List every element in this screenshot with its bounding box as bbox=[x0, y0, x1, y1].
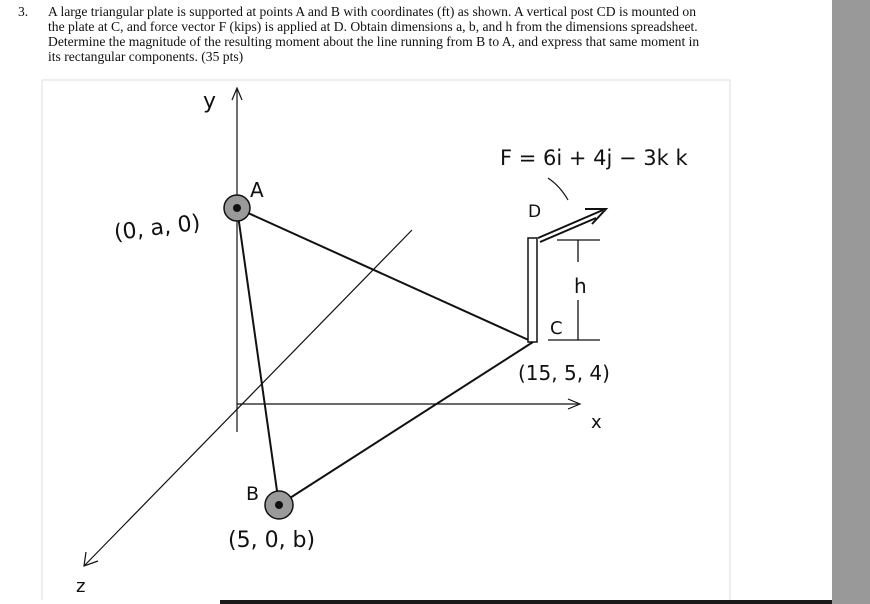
force-arrow bbox=[538, 209, 606, 242]
point-d-label: D bbox=[528, 202, 542, 222]
point-c-coords: (15, 5, 4) bbox=[518, 361, 610, 385]
force-pointer-squiggle bbox=[548, 178, 568, 200]
problem-line-4: its rectangular components. (35 pts) bbox=[48, 49, 244, 64]
z-axis-line bbox=[85, 230, 412, 565]
point-a-coords: (0, a, 0) bbox=[112, 210, 202, 246]
problem-line-1: A large triangular plate is supported at points A and B with coordinates (ft) as shown. A vertical post CD is mounted on bbox=[48, 4, 696, 19]
point-a-label: A bbox=[250, 178, 264, 202]
triangle-plate bbox=[237, 208, 533, 505]
z-axis-label: z bbox=[76, 576, 86, 597]
point-c-label: C bbox=[550, 318, 563, 339]
page-bottom-border bbox=[220, 600, 832, 604]
scrollbar-track[interactable] bbox=[832, 0, 870, 604]
h-dimension-label: h bbox=[574, 274, 587, 298]
support-pin-a bbox=[224, 195, 250, 221]
problem-text bbox=[48, 4, 763, 64]
y-axis-label: y bbox=[203, 89, 217, 114]
post-cd bbox=[528, 238, 537, 342]
x-axis-label: x bbox=[591, 412, 602, 433]
plate-diagram bbox=[0, 60, 832, 604]
point-b-coords: (5, 0, b) bbox=[228, 528, 316, 553]
point-b-label: B bbox=[246, 483, 260, 505]
support-pin-b bbox=[265, 491, 293, 519]
problem-line-2: the plate at C, and force vector F (kips) is applied at D. Obtain dimensions a, b, and h from the dimensions spreadsheet. bbox=[48, 19, 698, 34]
problem-number: 3. bbox=[18, 4, 29, 19]
problem-line-3: Determine the magnitude of the resulting moment about the line running from B to A, and express that same moment in bbox=[48, 34, 700, 49]
problem-statement bbox=[18, 4, 763, 64]
force-equation: F = 6i + 4j − 3k k bbox=[500, 146, 688, 170]
